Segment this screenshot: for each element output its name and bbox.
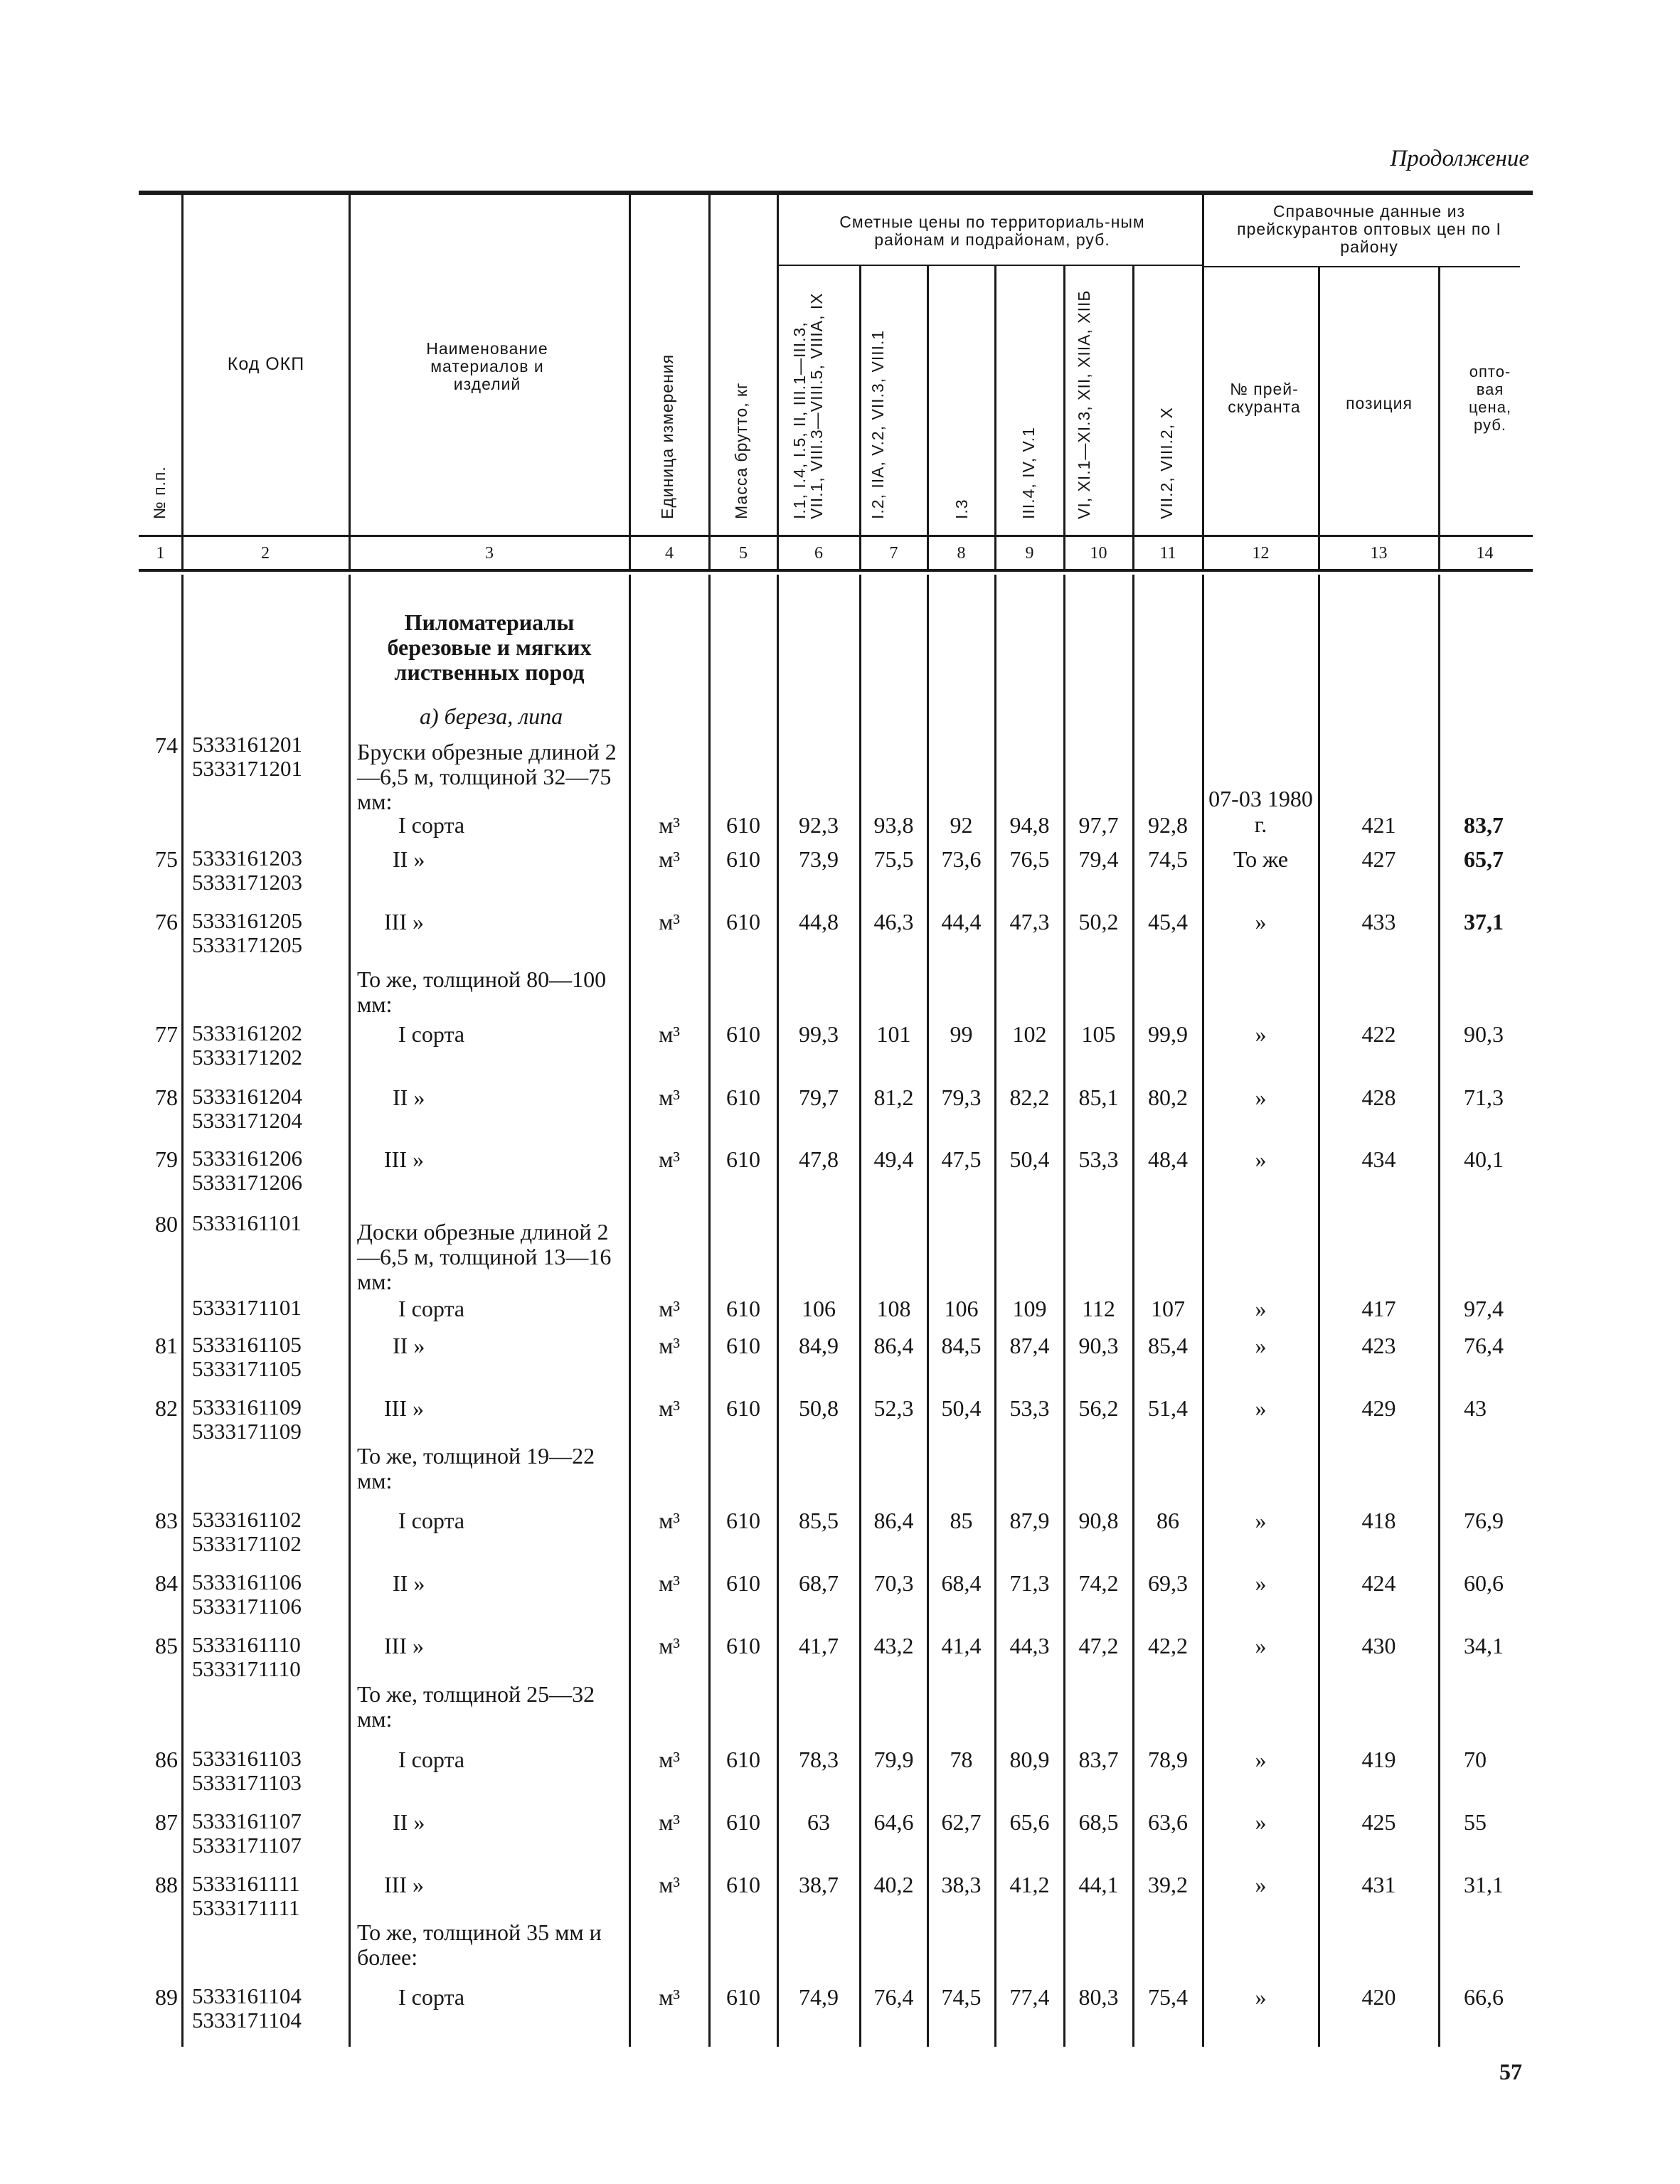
row-price-2: 79,9 xyxy=(873,1747,914,1772)
row-grade: III » xyxy=(384,1872,424,1897)
row-code-2: 5333171201 xyxy=(192,756,302,781)
row-mass: 610 xyxy=(726,1146,760,1172)
row-price-1: 47,8 xyxy=(799,1146,839,1172)
row-grade: II » xyxy=(393,1333,425,1358)
row-grade: I сорта xyxy=(398,1984,465,2010)
row-price-4: 65,6 xyxy=(1009,1809,1050,1835)
row-position: 433 xyxy=(1361,909,1396,934)
row-wholesale: 40,1 xyxy=(1464,1146,1504,1172)
header-region-6: VII.2, VIII.2, X xyxy=(1157,407,1176,519)
row-price-6: 48,4 xyxy=(1148,1146,1188,1172)
row-no: 88 xyxy=(155,1872,178,1897)
row-price-3: 41,4 xyxy=(941,1633,982,1658)
row-price-1: 63 xyxy=(807,1809,830,1835)
row-position: 423 xyxy=(1361,1333,1396,1358)
row-code-2: 5333171203 xyxy=(192,870,302,895)
row-grade: III » xyxy=(384,909,424,934)
header-region-4: III.4, IV, V.1 xyxy=(1019,427,1038,519)
row-code-2: 5333171111 xyxy=(192,1895,300,1920)
row-wholesale: 37,1 xyxy=(1464,909,1504,934)
header-region-1: I.1, I.4, I.5, II, III.1—III.3, VII.1, VIII.3—VIII.5, VIIIA, IX xyxy=(790,292,826,519)
row-unit: м³ xyxy=(659,812,680,838)
row-position: 418 xyxy=(1361,1508,1396,1533)
row-pricelist: » xyxy=(1255,1633,1267,1658)
row-price-2: 86,4 xyxy=(873,1508,914,1533)
row-price-2: 64,6 xyxy=(873,1809,914,1835)
row-code-1: 5333161202 xyxy=(192,1021,302,1045)
row-price-1: 84,9 xyxy=(799,1333,839,1358)
row-unit: м³ xyxy=(659,1570,680,1596)
row-price-5: 105 xyxy=(1081,1021,1116,1047)
row-position: 419 xyxy=(1361,1747,1396,1772)
row-price-1: 50,8 xyxy=(799,1395,839,1421)
row-grade: I сорта xyxy=(398,812,465,838)
row-grade: III » xyxy=(384,1633,424,1658)
row-price-6: 39,2 xyxy=(1148,1872,1188,1897)
row-code-2: 5333171109 xyxy=(192,1419,302,1444)
row-pricelist: » xyxy=(1255,1747,1267,1772)
row-price-6: 51,4 xyxy=(1148,1395,1188,1421)
row-price-5: 50,2 xyxy=(1078,909,1119,934)
row-unit: м³ xyxy=(659,1021,680,1047)
row-price-6: 80,2 xyxy=(1148,1085,1188,1110)
row-price-4: 47,3 xyxy=(1009,909,1050,934)
row-price-2: 49,4 xyxy=(873,1146,914,1172)
row-price-5: 112 xyxy=(1082,1296,1115,1321)
row-price-6: 45,4 xyxy=(1148,909,1188,934)
row-price-6: 78,9 xyxy=(1148,1747,1188,1772)
row-grade: I сорта xyxy=(398,1747,465,1772)
row-wholesale: 31,1 xyxy=(1464,1872,1504,1897)
row-code-2: 5333171103 xyxy=(192,1770,302,1795)
row-pricelist: » xyxy=(1255,1984,1267,2010)
row-wholesale: 90,3 xyxy=(1464,1021,1504,1047)
row-wholesale: 83,7 xyxy=(1464,812,1504,838)
row-mass: 610 xyxy=(726,1570,760,1596)
row-price-4: 76,5 xyxy=(1009,846,1050,872)
text-same-25: То же, толщиной 25—32 мм: xyxy=(357,1681,595,1732)
row-price-3: 38,3 xyxy=(941,1872,982,1897)
row-code-2: 5333171105 xyxy=(192,1356,302,1381)
row-price-2: 81,2 xyxy=(873,1085,914,1110)
row-position: 431 xyxy=(1361,1872,1396,1897)
row-price-4: 44,3 xyxy=(1009,1633,1050,1658)
row-code-1: 5333161104 xyxy=(192,1983,302,2008)
page-number: 57 xyxy=(1499,2059,1522,2084)
row-price-1: 73,9 xyxy=(799,846,839,872)
row-no: 75 xyxy=(155,846,178,872)
row-no: 85 xyxy=(155,1633,178,1658)
row-code-2: 5333171204 xyxy=(192,1108,302,1133)
row-pricelist: » xyxy=(1255,1872,1267,1897)
row-price-4: 53,3 xyxy=(1009,1395,1050,1421)
row-price-2: 70,3 xyxy=(873,1570,914,1596)
row-grade: I сорта xyxy=(398,1021,465,1047)
row-no: 81 xyxy=(155,1333,178,1358)
row-price-1: 85,5 xyxy=(799,1508,839,1533)
row-price-5: 90,3 xyxy=(1078,1333,1119,1358)
row-grade: II » xyxy=(393,1085,425,1110)
row-wholesale: 60,6 xyxy=(1464,1570,1504,1596)
row-code-1: 5333161103 xyxy=(192,1746,302,1771)
row-no: 89 xyxy=(155,1984,178,2010)
row-price-1: 41,7 xyxy=(799,1633,839,1658)
row-mass: 610 xyxy=(726,1747,760,1772)
row-wholesale: 66,6 xyxy=(1464,1984,1504,2010)
row-price-2: 40,2 xyxy=(873,1872,914,1897)
header-region-3: I.3 xyxy=(952,499,971,519)
row-pricelist: » xyxy=(1255,1809,1267,1835)
text-same-19: То же, толщиной 19—22 мм: xyxy=(357,1443,595,1493)
row-position: 434 xyxy=(1361,1146,1396,1172)
header-position: позиция xyxy=(1346,394,1413,412)
row-code-2: 5333171102 xyxy=(192,1531,302,1556)
section-subtitle: а) береза, липа xyxy=(420,703,563,729)
row-price-6: 75,4 xyxy=(1148,1984,1188,2010)
row-price-5: 83,7 xyxy=(1078,1747,1119,1772)
row-price-2: 75,5 xyxy=(873,846,914,872)
row-price-3: 85 xyxy=(950,1508,973,1533)
row-price-3: 78 xyxy=(950,1747,973,1772)
row-code-1: 5333161102 xyxy=(192,1507,302,1532)
row-position: 422 xyxy=(1361,1021,1396,1047)
row-price-4: 80,9 xyxy=(1009,1747,1050,1772)
row-pricelist: 07-03 1980 г. xyxy=(1208,786,1313,837)
header-code: Код ОКП xyxy=(227,354,305,374)
row-code-1: 5333161111 xyxy=(192,1871,300,1896)
row-pricelist: » xyxy=(1255,1085,1267,1110)
row-price-2: 86,4 xyxy=(873,1333,914,1358)
row-price-3: 99 xyxy=(950,1021,973,1047)
section-title: Пиломатериалы березовые и мягких лиственных пород xyxy=(387,609,592,685)
row-grade: I сорта xyxy=(398,1296,465,1321)
row-price-5: 68,5 xyxy=(1078,1809,1119,1835)
row-price-6: 99,9 xyxy=(1148,1021,1188,1047)
row-mass: 610 xyxy=(726,1333,760,1358)
row-pricelist: » xyxy=(1255,1021,1267,1047)
row-pricelist: » xyxy=(1255,1570,1267,1596)
row-position: 427 xyxy=(1361,846,1396,872)
row-no: 79 xyxy=(155,1146,178,1172)
row-price-4: 94,8 xyxy=(1009,812,1050,838)
row-price-6: 63,6 xyxy=(1148,1809,1188,1835)
row-no: 74 xyxy=(155,733,178,758)
row-price-4: 82,2 xyxy=(1009,1085,1050,1110)
row-no: 83 xyxy=(155,1508,178,1533)
row-no: 77 xyxy=(155,1021,178,1047)
header-unit: Единица измерения xyxy=(658,353,676,519)
row-pricelist: » xyxy=(1255,1508,1267,1533)
row-unit: м³ xyxy=(659,1333,680,1358)
row-position: 424 xyxy=(1361,1570,1396,1596)
row-price-2: 93,8 xyxy=(873,812,914,838)
row-mass: 610 xyxy=(726,1395,760,1421)
row-code-2: 5333171205 xyxy=(192,932,302,957)
header-mass: Масса брутто, кг xyxy=(732,382,750,519)
row-pricelist: » xyxy=(1255,909,1267,934)
row-price-1: 92,3 xyxy=(799,812,839,838)
row-position: 420 xyxy=(1361,1984,1396,2010)
row-mass: 610 xyxy=(726,1984,760,2010)
row-unit: м³ xyxy=(659,1872,680,1897)
row-price-2: 76,4 xyxy=(873,1984,914,2010)
row-price-2: 43,2 xyxy=(873,1633,914,1658)
continuation-label: Продолжение xyxy=(1390,146,1529,171)
row-position: 417 xyxy=(1361,1296,1396,1321)
row-price-2: 52,3 xyxy=(873,1395,914,1421)
row-price-1: 106 xyxy=(802,1296,836,1321)
row-wholesale: 34,1 xyxy=(1464,1633,1504,1658)
header-no: № п.п. xyxy=(150,466,169,519)
row-code-1: 5333161109 xyxy=(192,1395,302,1419)
row-code-1: 5333161205 xyxy=(192,908,302,933)
row-wholesale: 76,9 xyxy=(1464,1508,1504,1533)
row-pricelist: » xyxy=(1255,1333,1267,1358)
header-name: Наименование материалов и изделий xyxy=(426,339,548,393)
row-price-3: 73,6 xyxy=(941,846,982,872)
row-code-2: 5333171107 xyxy=(192,1833,302,1858)
row-grade: I сорта xyxy=(398,1508,465,1533)
row-price-1: 68,7 xyxy=(799,1570,839,1596)
row-price-4: 87,4 xyxy=(1009,1333,1050,1358)
row-price-4: 50,4 xyxy=(1009,1146,1050,1172)
header-region-2: I.2, IIA, V.2, VII.3, VIII.1 xyxy=(868,329,887,519)
row-pricelist: » xyxy=(1255,1296,1267,1321)
row-code-2: 5333171206 xyxy=(192,1170,302,1195)
row-grade: III » xyxy=(384,1395,424,1421)
row-code-1: 5333161206 xyxy=(192,1146,302,1171)
row-price-5: 85,1 xyxy=(1078,1085,1119,1110)
row-price-2: 46,3 xyxy=(873,909,914,934)
row-grade: III » xyxy=(384,1146,424,1172)
row-unit: м³ xyxy=(659,1633,680,1658)
row-code-1: 5333161201 xyxy=(192,732,302,757)
row-price-1: 38,7 xyxy=(799,1872,839,1897)
row-pricelist: » xyxy=(1255,1146,1267,1172)
header-prices-group: Сметные цены по территориаль-ным районам и подрайонам, руб. xyxy=(839,213,1145,249)
row-unit: м³ xyxy=(659,1747,680,1772)
row-unit: м³ xyxy=(659,1809,680,1835)
row-price-4: 102 xyxy=(1012,1021,1047,1047)
row-price-5: 74,2 xyxy=(1078,1570,1119,1596)
row-unit: м³ xyxy=(659,1146,680,1172)
row-price-1: 79,7 xyxy=(799,1085,839,1110)
row-mass: 610 xyxy=(726,1085,760,1110)
row-unit: м³ xyxy=(659,909,680,934)
row-price-3: 44,4 xyxy=(941,909,982,934)
row-price-3: 68,4 xyxy=(941,1570,982,1596)
row-unit: м³ xyxy=(659,1395,680,1421)
row-wholesale: 70 xyxy=(1464,1747,1487,1772)
row-position: 428 xyxy=(1361,1085,1396,1110)
row-unit: м³ xyxy=(659,1296,680,1321)
row-pricelist: » xyxy=(1255,1395,1267,1421)
row-price-3: 74,5 xyxy=(941,1984,982,2010)
row-unit: м³ xyxy=(659,1984,680,2010)
row-price-3: 92 xyxy=(950,812,973,838)
row-price-4: 77,4 xyxy=(1009,1984,1050,2010)
row-price-1: 74,9 xyxy=(799,1984,839,2010)
row-price-2: 108 xyxy=(876,1296,911,1321)
row-code-2: 5333171110 xyxy=(192,1656,301,1681)
row-price-4: 87,9 xyxy=(1009,1508,1050,1533)
row-no: 82 xyxy=(155,1395,178,1421)
row-position: 430 xyxy=(1361,1633,1396,1658)
row-wholesale: 71,3 xyxy=(1464,1085,1504,1110)
row-unit: м³ xyxy=(659,1085,680,1110)
row-code-2: 5333171106 xyxy=(192,1594,302,1619)
row-price-5: 90,8 xyxy=(1078,1508,1119,1533)
row-price-6: 42,2 xyxy=(1148,1633,1188,1658)
row-code-1: 5333161110 xyxy=(192,1632,301,1657)
header-ref-group: Справочные данные из прейскурантов оптовых цен по I району xyxy=(1237,202,1501,256)
row-price-3: 47,5 xyxy=(941,1146,982,1172)
row-price-6: 69,3 xyxy=(1148,1570,1188,1596)
row-unit: м³ xyxy=(659,846,680,872)
row-wholesale: 76,4 xyxy=(1464,1333,1504,1358)
row-code-2: 5333171101 xyxy=(192,1295,302,1320)
row-mass: 610 xyxy=(726,909,760,934)
row-no: 86 xyxy=(155,1747,178,1772)
row-grade: II » xyxy=(393,846,425,872)
row-wholesale: 55 xyxy=(1464,1809,1487,1835)
row-no: 80 xyxy=(155,1211,178,1237)
row-price-3: 84,5 xyxy=(941,1333,982,1358)
row-price-2: 101 xyxy=(876,1021,911,1047)
row-price-6: 74,5 xyxy=(1148,846,1188,872)
row-no: 78 xyxy=(155,1085,178,1110)
row-price-5: 97,7 xyxy=(1078,812,1119,838)
row-no: 76 xyxy=(155,909,178,934)
row-pricelist: То же xyxy=(1233,846,1289,872)
row-code-2: 5333171202 xyxy=(192,1045,302,1070)
row-price-5: 80,3 xyxy=(1078,1984,1119,2010)
row-price-3: 106 xyxy=(944,1296,979,1321)
row-price-5: 53,3 xyxy=(1078,1146,1119,1172)
row-price-4: 109 xyxy=(1012,1296,1047,1321)
row-position: 429 xyxy=(1361,1395,1396,1421)
text-same-80: То же, толщиной 80—100 мм: xyxy=(357,966,607,1017)
row-price-3: 79,3 xyxy=(941,1085,982,1110)
row-code-1: 5333161105 xyxy=(192,1332,302,1357)
row-no: 84 xyxy=(155,1570,178,1596)
row-price-6: 86 xyxy=(1157,1508,1179,1533)
row-mass: 610 xyxy=(726,1508,760,1533)
row-mass: 610 xyxy=(726,846,760,872)
row-mass: 610 xyxy=(726,1296,760,1321)
row-price-5: 56,2 xyxy=(1078,1395,1119,1421)
row-position: 425 xyxy=(1361,1809,1396,1835)
row-price-1: 44,8 xyxy=(799,909,839,934)
row-price-1: 78,3 xyxy=(799,1747,839,1772)
row-position: 421 xyxy=(1361,812,1396,838)
row-mass: 610 xyxy=(726,812,760,838)
row-price-5: 79,4 xyxy=(1078,846,1119,872)
row-wholesale: 65,7 xyxy=(1464,846,1504,872)
row-price-3: 50,4 xyxy=(941,1395,982,1421)
row-no: 87 xyxy=(155,1809,178,1835)
row-mass: 610 xyxy=(726,1633,760,1658)
row-price-1: 99,3 xyxy=(799,1021,839,1047)
header-wholesale: опто-вая цена, руб. xyxy=(1468,363,1512,434)
header-region-5: VI, XI.1—XI.3, XII, XIIA, XIIБ xyxy=(1075,289,1093,519)
row-mass: 610 xyxy=(726,1809,760,1835)
row-wholesale: 97,4 xyxy=(1464,1296,1504,1321)
row-code-1: 5333161106 xyxy=(192,1570,302,1594)
row-mass: 610 xyxy=(726,1872,760,1897)
row-grade: II » xyxy=(393,1570,425,1596)
row-price-4: 41,2 xyxy=(1009,1872,1050,1897)
header-pricelist: № прей-скуранта xyxy=(1228,380,1301,416)
row-mass: 610 xyxy=(726,1021,760,1047)
row-code-1: 5333161101 xyxy=(192,1210,302,1235)
row-price-6: 85,4 xyxy=(1148,1333,1188,1358)
row-price-4: 71,3 xyxy=(1009,1570,1050,1596)
row-price-5: 44,1 xyxy=(1078,1872,1119,1897)
row-code-2: 5333171104 xyxy=(192,2008,302,2033)
text-same-35: То же, толщиной 35 мм и более: xyxy=(357,1919,602,1970)
row-grade: II » xyxy=(393,1809,425,1835)
row-code-1: 5333161203 xyxy=(192,846,302,870)
row-price-3: 62,7 xyxy=(941,1809,982,1835)
row-code-1: 5333161204 xyxy=(192,1084,302,1109)
text-doski: Доски обрезные длиной 2—6,5 м, толщиной 13—16 мм: xyxy=(357,1219,612,1294)
row-code-1: 5333161107 xyxy=(192,1809,302,1833)
row-price-6: 92,8 xyxy=(1148,812,1188,838)
row-wholesale: 43 xyxy=(1464,1395,1487,1421)
row-unit: м³ xyxy=(659,1508,680,1533)
text-bruski: Бруски обрезные длиной 2—6,5 м, толщиной 32—75 мм: xyxy=(357,739,617,814)
row-price-6: 107 xyxy=(1151,1296,1185,1321)
row-price-5: 47,2 xyxy=(1078,1633,1119,1658)
